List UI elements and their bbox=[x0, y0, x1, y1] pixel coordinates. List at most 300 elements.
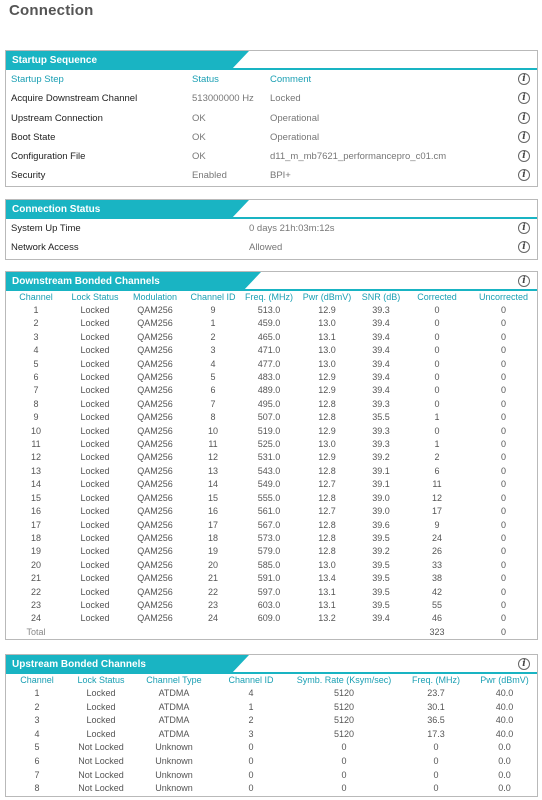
table-row bbox=[6, 755, 537, 769]
table-cell: QAM256 bbox=[137, 398, 173, 409]
col-startup-step: Startup Step bbox=[11, 74, 64, 85]
table-cell: 19 bbox=[30, 546, 41, 557]
downstream-col-header: Modulation bbox=[132, 292, 178, 302]
table-cell: QAM256 bbox=[137, 586, 173, 597]
table-cell: QAM256 bbox=[137, 559, 173, 570]
table-cell: 12.8 bbox=[318, 519, 336, 530]
table-cell: 39.3 bbox=[372, 398, 390, 409]
table-cell: Locked bbox=[86, 688, 116, 698]
table-cell: 5120 bbox=[333, 688, 355, 698]
table-cell: 0 bbox=[434, 425, 440, 436]
table-cell: 12 bbox=[30, 452, 41, 463]
table-cell: 585.0 bbox=[257, 559, 281, 570]
table-row bbox=[6, 425, 539, 438]
table-cell: 573.0 bbox=[257, 532, 281, 543]
table-cell: 40.0 bbox=[495, 728, 514, 739]
table-cell: 483.0 bbox=[257, 372, 281, 383]
startup-row bbox=[6, 147, 537, 166]
table-cell: QAM256 bbox=[137, 573, 173, 584]
table-cell: 9 bbox=[434, 519, 440, 530]
startup-table-header bbox=[6, 70, 537, 89]
upstream-col-header: Symb. Rate (Ksym/sec) bbox=[296, 675, 392, 685]
table-cell: 15 bbox=[207, 492, 218, 503]
empty-cell bbox=[124, 626, 186, 639]
table-cell: 12.8 bbox=[318, 398, 336, 409]
table-cell: 39.4 bbox=[372, 358, 390, 369]
table-cell: 12.8 bbox=[318, 492, 336, 503]
table-cell: Unknown bbox=[155, 755, 193, 766]
table-cell: 513.0 bbox=[257, 305, 281, 315]
table-cell: Not Locked bbox=[78, 755, 124, 766]
table-cell: ATDMA bbox=[158, 688, 190, 698]
table-cell: QAM256 bbox=[137, 358, 173, 369]
table-cell: Locked bbox=[80, 492, 110, 503]
table-row bbox=[6, 687, 537, 701]
table-cell: QAM256 bbox=[137, 465, 173, 476]
startup-row bbox=[6, 166, 537, 185]
table-cell: QAM256 bbox=[137, 613, 173, 624]
table-cell: 1 bbox=[210, 318, 216, 329]
table-cell: 39.6 bbox=[372, 519, 390, 530]
table-row bbox=[6, 532, 539, 545]
table-cell: QAM256 bbox=[137, 532, 173, 543]
startup-comment-value: Locked bbox=[270, 93, 301, 105]
table-cell: Locked bbox=[80, 599, 110, 610]
table-row bbox=[6, 492, 539, 505]
table-cell: 13.1 bbox=[318, 586, 336, 597]
table-row bbox=[6, 331, 539, 344]
downstream-title: Downstream Bonded Channels bbox=[6, 272, 243, 291]
table-cell: 0 bbox=[500, 425, 506, 436]
table-cell: ATDMA bbox=[158, 715, 190, 726]
table-cell: 39.0 bbox=[372, 492, 390, 503]
table-cell: 33 bbox=[431, 559, 442, 570]
table-cell: 0 bbox=[500, 439, 506, 450]
table-cell: 55 bbox=[431, 599, 442, 610]
table-cell: Unknown bbox=[155, 769, 193, 780]
table-cell: 0 bbox=[500, 492, 506, 503]
table-cell: 2 bbox=[33, 318, 39, 329]
info-icon[interactable]: i bbox=[518, 73, 530, 85]
empty-cell bbox=[66, 626, 124, 639]
downstream-col-header: Channel bbox=[19, 292, 53, 302]
table-cell: 0 bbox=[500, 398, 506, 409]
table-cell: 495.0 bbox=[257, 398, 281, 409]
table-cell: 543.0 bbox=[257, 465, 281, 476]
table-cell: 6 bbox=[210, 385, 216, 396]
table-cell: 12 bbox=[207, 452, 218, 463]
table-cell: 24 bbox=[431, 532, 442, 543]
table-cell: 18 bbox=[207, 532, 218, 543]
table-cell: 0 bbox=[500, 586, 506, 597]
table-cell: 26 bbox=[431, 546, 442, 557]
upstream-table-header bbox=[6, 674, 537, 687]
table-cell: 21 bbox=[207, 573, 218, 584]
table-cell: QAM256 bbox=[137, 345, 173, 356]
table-cell: 8 bbox=[210, 412, 216, 423]
table-cell: ATDMA bbox=[158, 728, 190, 739]
startup-status-value: OK bbox=[192, 112, 206, 124]
startup-status-value: 513000000 Hz bbox=[192, 93, 254, 105]
table-cell: 5120 bbox=[333, 701, 355, 712]
table-cell: 0 bbox=[500, 506, 506, 517]
table-cell: 11 bbox=[31, 439, 41, 450]
table-cell: 0 bbox=[434, 372, 440, 383]
table-cell: 13.4 bbox=[318, 573, 336, 584]
table-cell: 35.5 bbox=[372, 412, 390, 423]
downstream-col-header: SNR (dB) bbox=[361, 292, 401, 302]
table-cell: 13 bbox=[30, 465, 41, 476]
table-cell: Locked bbox=[80, 385, 110, 396]
table-cell: Locked bbox=[80, 305, 110, 315]
table-cell: 13.1 bbox=[318, 599, 336, 610]
table-cell: Locked bbox=[80, 479, 110, 490]
table-cell: ATDMA bbox=[158, 701, 190, 712]
info-icon[interactable]: i bbox=[518, 92, 530, 104]
table-row bbox=[6, 701, 537, 715]
table-cell: Locked bbox=[80, 372, 110, 383]
table-cell: 2 bbox=[248, 715, 254, 726]
table-cell: 1 bbox=[434, 439, 440, 450]
table-cell: 0 bbox=[433, 769, 439, 780]
table-cell: 38 bbox=[431, 573, 442, 584]
table-cell: 39.4 bbox=[372, 613, 390, 624]
table-cell: 0.0 bbox=[498, 755, 511, 766]
table-cell: 14 bbox=[30, 479, 41, 490]
table-row bbox=[6, 572, 539, 585]
downstream-col-header: Uncorrected bbox=[478, 292, 529, 302]
info-icon[interactable]: i bbox=[518, 658, 530, 670]
table-cell: 42 bbox=[431, 586, 442, 597]
table-cell: 39.4 bbox=[372, 385, 390, 396]
table-cell: 489.0 bbox=[257, 385, 281, 396]
table-cell: 5 bbox=[34, 742, 40, 753]
table-cell: 0 bbox=[500, 372, 506, 383]
table-cell: 19 bbox=[207, 546, 218, 557]
table-cell: 459.0 bbox=[257, 318, 281, 329]
table-cell: QAM256 bbox=[137, 452, 173, 463]
table-cell: 0 bbox=[500, 358, 506, 369]
table-cell: 0 bbox=[500, 465, 506, 476]
table-row bbox=[6, 344, 539, 357]
table-cell: 0 bbox=[341, 742, 347, 753]
table-cell: 13.0 bbox=[318, 559, 336, 570]
table-cell: 1 bbox=[434, 412, 440, 423]
table-cell: Locked bbox=[80, 439, 110, 450]
table-cell: Locked bbox=[80, 425, 110, 436]
table-cell: 12.9 bbox=[318, 305, 336, 315]
table-cell: 30.1 bbox=[427, 701, 445, 712]
table-cell: QAM256 bbox=[137, 546, 173, 557]
startup-step-label: Security bbox=[11, 170, 46, 182]
table-cell: 0 bbox=[433, 742, 439, 753]
info-icon[interactable]: i bbox=[518, 169, 530, 181]
table-cell: 40.0 bbox=[495, 701, 514, 712]
startup-status-value: OK bbox=[192, 131, 206, 143]
table-cell: Locked bbox=[80, 573, 110, 584]
startup-comment-value: Operational bbox=[270, 112, 320, 124]
empty-cell bbox=[240, 626, 298, 639]
table-cell: Locked bbox=[80, 452, 110, 463]
table-cell: 3 bbox=[33, 331, 39, 342]
table-cell: QAM256 bbox=[137, 385, 173, 396]
table-cell: 6 bbox=[434, 465, 440, 476]
table-cell: 39.1 bbox=[372, 465, 390, 476]
table-cell: 39.1 bbox=[372, 479, 390, 490]
startup-step-label: Configuration File bbox=[11, 151, 86, 163]
downstream-col-header: Channel ID bbox=[190, 292, 236, 302]
connection-status-header bbox=[6, 200, 537, 219]
table-cell: Locked bbox=[80, 345, 110, 356]
table-row bbox=[6, 465, 539, 478]
table-cell: 549.0 bbox=[257, 479, 281, 490]
table-cell: 11 bbox=[208, 439, 218, 450]
table-cell: 0 bbox=[500, 613, 506, 624]
table-row bbox=[6, 505, 539, 518]
table-cell: 39.4 bbox=[372, 372, 390, 383]
table-cell: 20 bbox=[30, 559, 41, 570]
table-cell: Unknown bbox=[155, 742, 193, 753]
table-cell: Not Locked bbox=[78, 783, 124, 794]
table-cell: 12.8 bbox=[318, 546, 336, 557]
table-cell: 40.0 bbox=[495, 688, 514, 698]
table-cell: 0.0 bbox=[498, 783, 511, 794]
empty-cell bbox=[186, 626, 240, 639]
table-cell: 0 bbox=[434, 331, 440, 342]
table-cell: 0 bbox=[500, 318, 506, 329]
table-cell: 39.2 bbox=[372, 546, 390, 557]
table-cell: 11 bbox=[432, 479, 442, 490]
connection-status-panel bbox=[5, 199, 538, 260]
table-cell: 1 bbox=[34, 688, 40, 698]
table-cell: QAM256 bbox=[137, 305, 173, 315]
table-cell: QAM256 bbox=[137, 506, 173, 517]
upstream-col-header: Freq. (MHz) bbox=[412, 675, 460, 685]
table-cell: 8 bbox=[34, 783, 40, 794]
table-cell: 7 bbox=[210, 398, 216, 409]
table-cell: 0 bbox=[500, 546, 506, 557]
table-cell: 0 bbox=[500, 345, 506, 356]
downstream-header bbox=[6, 272, 537, 291]
table-cell: 597.0 bbox=[257, 586, 281, 597]
table-cell: 39.4 bbox=[372, 345, 390, 356]
table-cell: 4 bbox=[33, 345, 39, 356]
upstream-table bbox=[6, 674, 537, 796]
table-cell: QAM256 bbox=[137, 599, 173, 610]
table-cell: 39.5 bbox=[372, 559, 390, 570]
table-cell: Locked bbox=[80, 519, 110, 530]
table-cell: Locked bbox=[80, 613, 110, 624]
table-cell: 5 bbox=[33, 358, 39, 369]
table-row bbox=[6, 478, 539, 491]
upstream-col-header: Channel ID bbox=[228, 675, 274, 685]
table-cell: 13.1 bbox=[318, 331, 336, 342]
table-cell: 3 bbox=[34, 715, 40, 726]
table-cell: QAM256 bbox=[137, 519, 173, 530]
table-row bbox=[6, 769, 537, 783]
table-cell: 12 bbox=[431, 492, 442, 503]
table-row bbox=[6, 728, 537, 742]
header-divider bbox=[6, 289, 537, 291]
table-cell: 13.0 bbox=[318, 345, 336, 356]
table-cell: 1 bbox=[248, 701, 254, 712]
page-title: Connection bbox=[9, 2, 94, 19]
table-row bbox=[6, 304, 539, 317]
table-cell: 609.0 bbox=[257, 613, 281, 624]
table-cell: 16 bbox=[30, 506, 41, 517]
table-cell: 13.0 bbox=[318, 318, 336, 329]
table-cell: 13.0 bbox=[318, 358, 336, 369]
startup-sequence-panel bbox=[5, 50, 538, 187]
startup-row bbox=[6, 89, 537, 108]
info-icon[interactable]: i bbox=[518, 112, 530, 124]
table-row bbox=[6, 559, 539, 572]
startup-comment-value: BPI+ bbox=[270, 170, 291, 182]
table-cell: 0 bbox=[248, 755, 254, 766]
connection-value: Allowed bbox=[249, 242, 283, 253]
table-cell: 0.0 bbox=[498, 769, 511, 780]
table-cell: 0 bbox=[341, 783, 347, 794]
table-row bbox=[6, 782, 537, 796]
info-icon[interactable]: i bbox=[518, 275, 530, 287]
table-cell: Locked bbox=[80, 398, 110, 409]
table-cell: QAM256 bbox=[137, 372, 173, 383]
table-cell: 2 bbox=[34, 701, 40, 712]
table-cell: 15 bbox=[30, 492, 41, 503]
downstream-table-header bbox=[6, 291, 539, 304]
table-cell: Locked bbox=[86, 715, 116, 726]
connection-rows bbox=[6, 219, 537, 257]
table-cell: QAM256 bbox=[137, 439, 173, 450]
table-cell: 13 bbox=[207, 465, 218, 476]
table-cell: 603.0 bbox=[257, 599, 281, 610]
info-icon[interactable]: i bbox=[518, 241, 530, 253]
table-cell: 6 bbox=[33, 372, 39, 383]
total-corrected: 323 bbox=[429, 626, 445, 637]
table-cell: 16 bbox=[207, 506, 218, 517]
table-cell: 8 bbox=[33, 398, 39, 409]
table-row bbox=[6, 384, 539, 397]
table-cell: 0 bbox=[248, 742, 254, 753]
table-cell: QAM256 bbox=[137, 412, 173, 423]
table-cell: 39.4 bbox=[372, 318, 390, 329]
table-cell: 39.5 bbox=[372, 586, 390, 597]
table-cell: 13.0 bbox=[318, 439, 336, 450]
table-cell: 23 bbox=[207, 599, 218, 610]
table-cell: QAM256 bbox=[137, 425, 173, 436]
table-cell: 3 bbox=[210, 345, 216, 356]
table-cell: 5120 bbox=[333, 728, 355, 739]
upstream-col-header: Channel Type bbox=[146, 675, 202, 685]
startup-comment-value: Operational bbox=[270, 131, 320, 143]
table-row bbox=[6, 411, 539, 424]
info-icon[interactable]: i bbox=[518, 222, 530, 234]
startup-step-label: Boot State bbox=[11, 131, 56, 143]
table-row bbox=[6, 371, 539, 384]
table-cell: 0 bbox=[434, 398, 440, 409]
table-cell: 0 bbox=[500, 519, 506, 530]
table-cell: 3 bbox=[248, 728, 254, 739]
table-cell: 12.8 bbox=[318, 412, 336, 423]
info-icon[interactable]: i bbox=[518, 131, 530, 143]
table-row bbox=[6, 612, 539, 625]
total-uncorrected: 0 bbox=[500, 626, 506, 637]
connection-label: System Up Time bbox=[11, 223, 81, 234]
table-cell: QAM256 bbox=[137, 331, 173, 342]
total-label: Total bbox=[26, 626, 46, 637]
connection-row bbox=[6, 219, 537, 238]
startup-sequence-title: Startup Sequence bbox=[6, 51, 231, 70]
downstream-total-row bbox=[6, 626, 539, 639]
table-cell: Locked bbox=[80, 465, 110, 476]
table-cell: 1 bbox=[33, 305, 39, 315]
table-cell: 5120 bbox=[333, 715, 355, 726]
downstream-table bbox=[6, 291, 539, 639]
table-cell: 9 bbox=[33, 412, 39, 423]
table-cell: 0 bbox=[248, 769, 254, 780]
connection-label: Network Access bbox=[11, 242, 79, 253]
startup-row bbox=[6, 128, 537, 147]
table-cell: 465.0 bbox=[257, 331, 281, 342]
table-row bbox=[6, 586, 539, 599]
table-cell: 0 bbox=[434, 318, 440, 329]
table-cell: 0 bbox=[434, 385, 440, 396]
empty-cell bbox=[356, 626, 406, 639]
table-cell: 12.7 bbox=[318, 479, 336, 490]
table-row bbox=[6, 741, 537, 755]
table-cell: 591.0 bbox=[257, 573, 281, 584]
table-cell: 24 bbox=[30, 613, 41, 624]
upstream-title: Upstream Bonded Channels bbox=[6, 655, 231, 674]
table-cell: 0 bbox=[433, 755, 439, 766]
table-cell: QAM256 bbox=[137, 318, 173, 329]
table-cell: 36.5 bbox=[427, 715, 445, 726]
table-cell: 39.4 bbox=[372, 331, 390, 342]
table-cell: 0 bbox=[500, 599, 506, 610]
table-cell: 531.0 bbox=[257, 452, 281, 463]
upstream-channels-panel bbox=[5, 654, 538, 797]
table-cell: Locked bbox=[86, 701, 116, 712]
table-row bbox=[6, 451, 539, 464]
table-cell: 24 bbox=[207, 613, 218, 624]
table-cell: Locked bbox=[86, 728, 116, 739]
info-icon[interactable]: i bbox=[518, 150, 530, 162]
table-cell: 0 bbox=[341, 769, 347, 780]
table-cell: 0 bbox=[500, 452, 506, 463]
startup-sequence-header bbox=[6, 51, 537, 70]
table-cell: 0 bbox=[248, 783, 254, 794]
table-cell: 7 bbox=[34, 769, 40, 780]
table-cell: 22 bbox=[30, 586, 41, 597]
table-cell: 2 bbox=[210, 331, 216, 342]
upstream-header bbox=[6, 655, 537, 674]
startup-row bbox=[6, 109, 537, 128]
table-cell: 6 bbox=[34, 755, 40, 766]
table-cell: 39.5 bbox=[372, 573, 390, 584]
col-comment: Comment bbox=[270, 74, 312, 85]
table-cell: 519.0 bbox=[257, 425, 281, 436]
table-row bbox=[6, 358, 539, 371]
table-cell: 471.0 bbox=[257, 345, 281, 356]
table-row bbox=[6, 714, 537, 728]
table-cell: 46 bbox=[431, 613, 442, 624]
table-cell: 23.7 bbox=[427, 688, 445, 698]
startup-status-value: Enabled bbox=[192, 170, 227, 182]
upstream-col-header: Channel bbox=[20, 675, 54, 685]
table-cell: 39.0 bbox=[372, 506, 390, 517]
table-cell: 17 bbox=[207, 519, 218, 530]
table-cell: 39.3 bbox=[372, 439, 390, 450]
